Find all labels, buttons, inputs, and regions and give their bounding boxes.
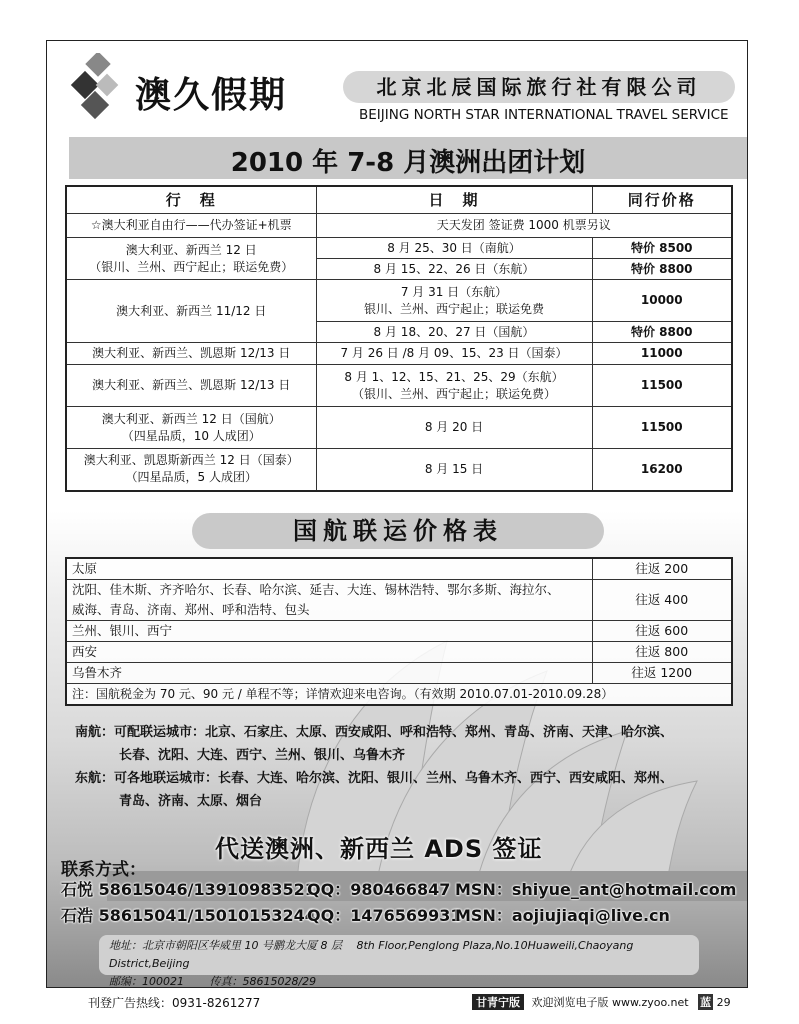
- table-row: [66, 580, 732, 621]
- route-line: 澳大利亚、新西兰 12 日: [125, 242, 257, 257]
- cities-cell: [66, 580, 592, 621]
- price-cell: 特价 8500: [592, 238, 732, 259]
- route-line: （四星品质，10 人成团）: [121, 428, 261, 443]
- east-route-line: 东航：可各地联运城市：长春、大连、哈尔滨、沈阳、银川、兰州、乌鲁木齐、西宁、西安咸阳、郑州、: [75, 771, 674, 786]
- company-name-en: BEIJING NORTH STAR INTERNATIONAL TRAVEL SERVICE: [359, 107, 729, 123]
- route-line: 澳大利亚、凯恩斯新西兰 12 日（国泰）: [83, 453, 299, 468]
- table-header-row: [66, 186, 732, 214]
- ads-visa-banner: 代送澳洲、新西兰 ADS 签证: [215, 835, 543, 863]
- date-cell: [316, 365, 592, 407]
- price-cell: 往返 200: [592, 558, 732, 580]
- brand-logo-icon: [69, 53, 129, 123]
- south-route-line: 南航：可配联运城市：北京、石家庄、太原、西安咸阳、呼和浩特、郑州、青岛、济南、天津、哈尔滨、: [75, 725, 674, 740]
- route-cell: [66, 449, 316, 491]
- table-row: [66, 449, 732, 491]
- company-block: [343, 71, 735, 133]
- page-tag: 蓝: [700, 996, 712, 1009]
- cities-line: 威海、青岛、济南、郑州、呼和浩特、包头: [72, 602, 310, 617]
- route-cell: ☆澳大利亚自由行——代办签证+机票: [66, 214, 316, 238]
- cities-cell: 乌鲁木齐: [66, 663, 592, 684]
- column-header-date: 日 期: [316, 186, 592, 214]
- cities-cell: 太原: [66, 558, 592, 580]
- contact-qq: QQ：980466847: [307, 880, 451, 899]
- price-cell: 特价 8800: [592, 259, 732, 280]
- table-row: [66, 280, 732, 322]
- table-row: [66, 214, 732, 238]
- table-row: [66, 684, 732, 706]
- address-box: [99, 935, 699, 988]
- page-title: 2010 年 7-8 月澳洲出团计划: [230, 148, 586, 178]
- date-cell: 8 月 15 日: [316, 449, 592, 491]
- ca-price-table: [65, 557, 733, 706]
- date-cell: 8 月 15、22、26 日（东航）: [316, 259, 592, 280]
- date-line: （银川、兰州、西宁起止；联运免费）: [351, 386, 556, 401]
- ad-hotline: 刊登广告热线：0931-8261277: [88, 996, 261, 1010]
- brand-name: 澳久假期: [135, 75, 288, 116]
- table-row: [66, 238, 732, 259]
- route-line: （四星品质，5 人成团）: [125, 470, 257, 485]
- date-line: 7 月 31 日（东航）: [400, 284, 508, 299]
- contact-name-phone: 石悦 58615046/13910983521: [61, 880, 316, 899]
- postcode-fax-line: 邮编：100021 传真：58615028/29: [109, 975, 317, 988]
- price-cell: 往返 1200: [592, 663, 732, 684]
- table-row: [66, 407, 732, 449]
- date-cell: 天天发团 签证费 1000 机票另议: [316, 214, 732, 238]
- price-cell: 11000: [592, 343, 732, 365]
- address-line: 地址：北京市朝阳区华威里 10 号鹏龙大厦 8 层 8th Floor,Penglong Plaza,No.10Huaweili,Chaoyang District,Beijing: [109, 939, 634, 970]
- price-cell: 11500: [592, 407, 732, 449]
- contact-msn: MSN：aojiujiaqi@live.cn: [455, 906, 670, 925]
- route-cell: [66, 407, 316, 449]
- page-number: 29: [716, 996, 731, 1009]
- cities-cell: 兰州、银川、西宁: [66, 621, 592, 642]
- price-cell: 特价 8800: [592, 322, 732, 343]
- advertisement-page: [46, 40, 748, 988]
- footer-right: [472, 994, 731, 1010]
- table-row: [66, 343, 732, 365]
- route-cell: 澳大利亚、新西兰、凯恩斯 12/13 日: [66, 365, 316, 407]
- table-row: [66, 663, 732, 684]
- route-line: 澳大利亚、新西兰 12 日（国航）: [101, 411, 281, 426]
- table-row: [66, 642, 732, 663]
- south-route-line: 长春、沈阳、大连、西宁、兰州、银川、乌鲁木齐: [119, 748, 406, 763]
- contact-qq: QQ：1476569931: [307, 906, 462, 925]
- price-cell: 11500: [592, 365, 732, 407]
- date-line: 8 月 1、12、15、21、25、29（东航）: [344, 369, 564, 384]
- table-row: [66, 365, 732, 407]
- website-text: 欢迎浏览电子版 www.zyoo.net: [531, 996, 689, 1009]
- section-heading-ca: 国航联运价格表: [192, 513, 604, 549]
- date-line: 银川、兰州、西宁起止；联运免费: [363, 301, 544, 316]
- contact-msn: MSN：shiyue_ant@hotmail.com: [455, 880, 737, 899]
- edition-badge: 甘青宁版: [472, 994, 524, 1010]
- title-band: [69, 137, 747, 179]
- price-cell: 16200: [592, 449, 732, 491]
- cities-line: 沈阳、佳木斯、齐齐哈尔、长春、哈尔滨、延吉、大连、锡林浩特、鄂尔多斯、海拉尔、: [72, 582, 560, 597]
- price-cell: 往返 600: [592, 621, 732, 642]
- price-cell: 10000: [592, 280, 732, 322]
- tax-note: 注：国航税金为 70 元、90 元 / 单程不等；详情欢迎来电咨询。（有效期 2010.07.01-2010.09.28）: [66, 684, 732, 706]
- table-row: [66, 558, 732, 580]
- company-name-cn: 北京北辰国际旅行社有限公司: [343, 71, 735, 103]
- date-cell: 7 月 26 日 /8 月 09、15、23 日（国泰）: [316, 343, 592, 365]
- contact-name-phone: 石浩 58615041/15010153244: [61, 906, 316, 925]
- route-line: （银川、兰州、西宁起止；联运免费）: [89, 259, 294, 274]
- table-row: [66, 621, 732, 642]
- date-cell: 8 月 18、20、27 日（国航）: [316, 322, 592, 343]
- east-route-line: 青岛、济南、太原、烟台: [119, 794, 263, 809]
- contact-heading: 联系方式：: [61, 860, 146, 880]
- date-cell: 8 月 20 日: [316, 407, 592, 449]
- airline-routes: [75, 721, 735, 813]
- column-header-price: 同行价格: [592, 186, 732, 214]
- cities-cell: 西安: [66, 642, 592, 663]
- tour-schedule-table: [65, 185, 733, 492]
- price-cell: 往返 800: [592, 642, 732, 663]
- route-cell: 澳大利亚、新西兰、凯恩斯 12/13 日: [66, 343, 316, 365]
- price-cell: 往返 400: [592, 580, 732, 621]
- route-cell: [66, 238, 316, 280]
- date-cell: [316, 280, 592, 322]
- column-header-route: 行 程: [66, 186, 316, 214]
- date-cell: 8 月 25、30 日（南航）: [316, 238, 592, 259]
- route-cell: 澳大利亚、新西兰 11/12 日: [66, 280, 316, 343]
